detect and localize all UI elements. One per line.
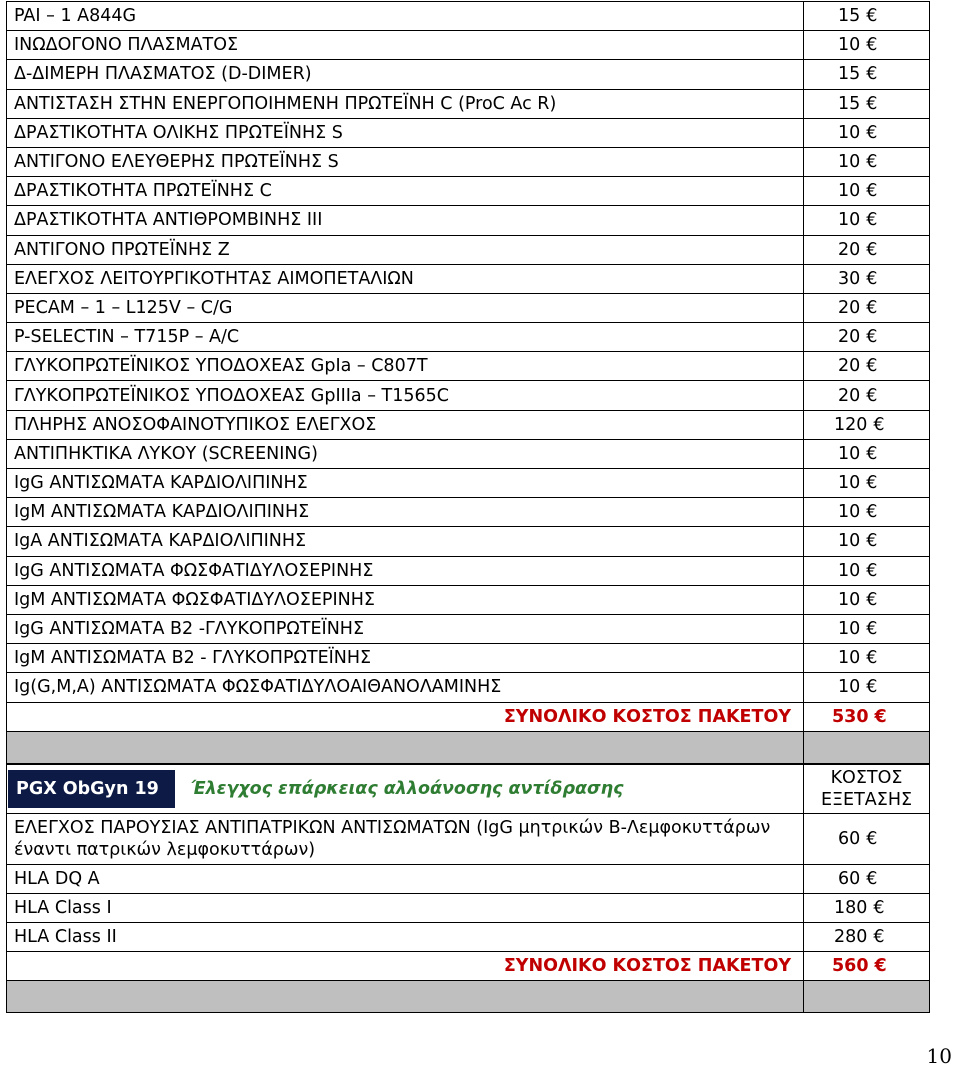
- total-label: ΣΥΝΟΛΙΚΟ ΚΟΣΤΟΣ ΠΑΚΕΤΟΥ: [7, 702, 804, 731]
- test-price: 15: [838, 6, 861, 27]
- test-price: 10: [838, 181, 861, 202]
- price-table-1: [6, 1, 930, 764]
- test-name: HLA DQ A: [7, 864, 804, 893]
- test-name: HLA Class I: [7, 893, 804, 922]
- table-row: [7, 556, 930, 585]
- table-row: [7, 31, 930, 60]
- euro-sign: €: [873, 414, 885, 435]
- test-price-cell: [804, 673, 930, 702]
- table-row: [7, 527, 930, 556]
- separator-cell: [804, 731, 930, 763]
- euro-sign: €: [866, 619, 878, 640]
- separator-cell: [804, 981, 930, 1013]
- table-row: [7, 864, 930, 893]
- test-price-cell: [804, 89, 930, 118]
- test-price-cell: [804, 264, 930, 293]
- test-name: ΙΝΩΔΟΓΟΝΟ ΠΛΑΣΜΑΤΟΣ: [7, 31, 804, 60]
- test-name: ΑΝΤΙΓΟΝΟ ΕΛΕΥΘΕΡΗΣ ΠΡΩΤΕΪΝΗΣ S: [7, 147, 804, 176]
- euro-sign: €: [873, 927, 885, 948]
- table-row: [7, 147, 930, 176]
- price-table-2-footer: [7, 952, 930, 1013]
- test-price: 15: [838, 64, 861, 85]
- test-name: ΓΛΥΚΟΠΡΩΤΕΪΝΙΚΟΣ ΥΠΟΔΟΧΕΑΣ GpIIIa – T1565C: [7, 381, 804, 410]
- test-price: 10: [838, 619, 861, 640]
- test-price: 20: [838, 297, 861, 318]
- test-name: PAI – 1 A844G: [7, 2, 804, 31]
- test-price: 20: [838, 327, 861, 348]
- euro-sign: €: [866, 152, 878, 173]
- test-price: 15: [838, 93, 861, 114]
- test-price-cell: [804, 293, 930, 322]
- test-price-cell: [804, 644, 930, 673]
- test-name: ΓΛΥΚΟΠΡΩΤΕΪΝΙΚΟΣ ΥΠΟΔΟΧΕΑΣ GpIa – C807T: [7, 352, 804, 381]
- euro-sign: €: [866, 210, 878, 231]
- test-price-cell: [804, 206, 930, 235]
- table-row: [7, 410, 930, 439]
- euro-sign: €: [873, 897, 885, 918]
- table-row: [7, 673, 930, 702]
- test-price-cell: [804, 893, 930, 922]
- test-price-cell: [804, 60, 930, 89]
- test-price-cell: [804, 352, 930, 381]
- package-header-cell: [7, 764, 804, 813]
- test-name: HLA Class II: [7, 923, 804, 952]
- test-price: 10: [838, 152, 861, 173]
- test-price-cell: [804, 813, 930, 864]
- price-list-page: [6, 1, 929, 1013]
- package-code: PGX ObGyn 19: [8, 770, 175, 808]
- test-price: 120: [834, 414, 868, 435]
- test-price: 10: [838, 210, 861, 231]
- test-price-cell: [804, 147, 930, 176]
- euro-sign: €: [874, 706, 887, 727]
- total-value-cell: [804, 952, 930, 981]
- table-row: [7, 89, 930, 118]
- test-name: IgG ΑΝΤΙΣΩΜΑΤΑ ΦΩΣΦΑΤΙΔΥΛΟΣΕΡΙΝΗΣ: [7, 556, 804, 585]
- euro-sign: €: [866, 239, 878, 260]
- table-row: [7, 469, 930, 498]
- test-price: 10: [838, 473, 861, 494]
- table-row: [7, 352, 930, 381]
- test-name: ΑΝΤΙΣΤΑΣΗ ΣΤΗΝ ΕΝΕΡΓΟΠΟΙΗΜΕΝΗ ΠΡΩΤΕΪΝΗ C (ProC Ac R): [7, 89, 804, 118]
- total-value: 560: [832, 956, 869, 977]
- table-row: [7, 644, 930, 673]
- euro-sign: €: [866, 181, 878, 202]
- cost-header: [804, 764, 930, 813]
- test-price: 20: [838, 239, 861, 260]
- euro-sign: €: [866, 443, 878, 464]
- table-row: [7, 118, 930, 147]
- test-name: P-SELECTIN – T715P – A/C: [7, 323, 804, 352]
- test-price: 60: [838, 828, 861, 849]
- euro-sign: €: [866, 356, 878, 377]
- price-table-2: [6, 764, 930, 1014]
- test-price: 10: [838, 531, 861, 552]
- euro-sign: €: [866, 589, 878, 610]
- test-price: 10: [838, 35, 861, 56]
- price-table-1-footer: [7, 702, 930, 763]
- test-name: PECAM – 1 – L125V – C/G: [7, 293, 804, 322]
- table-row: [7, 264, 930, 293]
- table-row: [7, 235, 930, 264]
- test-name: ΕΛΕΓΧΟΣ ΛΕΙΤΟΥΡΓΙΚΟΤΗΤΑΣ ΑΙΜΟΠΕΤΑΛΙΩΝ: [7, 264, 804, 293]
- cost-header-line2: ΕΞΕΤΑΣΗΣ: [820, 789, 913, 810]
- test-name: Δ-ΔΙΜΕΡΗ ΠΛΑΣΜΑΤΟΣ (D-DIMER): [7, 60, 804, 89]
- euro-sign: €: [866, 531, 878, 552]
- euro-sign: €: [866, 502, 878, 523]
- euro-sign: €: [866, 93, 878, 114]
- test-price-cell: [804, 177, 930, 206]
- table-row: [7, 923, 930, 952]
- table-row: [7, 439, 930, 468]
- euro-sign: €: [866, 648, 878, 669]
- test-name: ΔΡΑΣΤΙΚΟΤΗΤΑ ΟΛΙΚΗΣ ΠΡΩΤΕΪΝΗΣ S: [7, 118, 804, 147]
- test-price: 20: [838, 356, 861, 377]
- test-price-cell: [804, 31, 930, 60]
- test-price: 60: [838, 868, 861, 889]
- table-row: [7, 893, 930, 922]
- table-row: [7, 2, 930, 31]
- test-price-cell: [804, 235, 930, 264]
- test-name: ΠΛΗΡΗΣ ΑΝΟΣΟΦΑΙΝΟΤΥΠΙΚΟΣ ΕΛΕΓΧΟΣ: [7, 410, 804, 439]
- test-price-cell: [804, 439, 930, 468]
- table-row: [7, 381, 930, 410]
- total-label: ΣΥΝΟΛΙΚΟ ΚΟΣΤΟΣ ΠΑΚΕΤΟΥ: [7, 952, 804, 981]
- euro-sign: €: [866, 297, 878, 318]
- test-price: 10: [838, 443, 861, 464]
- test-price: 10: [838, 648, 861, 669]
- separator-row: [7, 981, 930, 1013]
- test-name: ΔΡΑΣΤΙΚΟΤΗΤΑ ΑΝΤΙΘΡΟΜΒΙΝΗΣ III: [7, 206, 804, 235]
- euro-sign: €: [874, 956, 887, 977]
- total-value-cell: [804, 702, 930, 731]
- test-name: IgG ΑΝΤΙΣΩΜΑΤΑ Β2 -ΓΛΥΚΟΠΡΩΤΕΪΝΗΣ: [7, 614, 804, 643]
- test-price: 280: [834, 927, 868, 948]
- test-name: ΕΛΕΓΧΟΣ ΠΑΡΟΥΣΙΑΣ ΑΝΤΙΠΑΤΡΙΚΩΝ ΑΝΤΙΣΩΜΑΤΩΝ (IgG μητρικών Β-Λεμφοκυττάρων έναντι πατρικών λεμφοκυττάρων): [7, 813, 804, 864]
- euro-sign: €: [866, 560, 878, 581]
- test-price-cell: [804, 323, 930, 352]
- test-name: IgA ΑΝΤΙΣΩΜΑΤΑ ΚΑΡΔΙΟΛΙΠΙΝΗΣ: [7, 527, 804, 556]
- test-price-cell: [804, 556, 930, 585]
- cost-header-line1: ΚΟΣΤΟΣ: [830, 767, 903, 788]
- price-table-2-body: [7, 813, 930, 952]
- test-name: IgM ΑΝΤΙΣΩΜΑΤΑ ΦΩΣΦΑΤΙΔΥΛΟΣΕΡΙΝΗΣ: [7, 585, 804, 614]
- euro-sign: €: [866, 473, 878, 494]
- test-price-cell: [804, 469, 930, 498]
- table-row: [7, 585, 930, 614]
- euro-sign: €: [866, 268, 878, 289]
- euro-sign: €: [866, 327, 878, 348]
- test-price-cell: [804, 410, 930, 439]
- test-price-cell: [804, 118, 930, 147]
- test-price-cell: [804, 585, 930, 614]
- test-name: ΑΝΤΙΓΟΝΟ ΠΡΩΤΕΪΝΗΣ Z: [7, 235, 804, 264]
- euro-sign: €: [866, 122, 878, 143]
- total-row: [7, 952, 930, 981]
- total-value: 530: [832, 706, 869, 727]
- test-price-cell: [804, 923, 930, 952]
- test-price: 10: [838, 589, 861, 610]
- table-row: [7, 813, 930, 864]
- table-row: [7, 177, 930, 206]
- test-price-cell: [804, 527, 930, 556]
- separator-cell: [7, 731, 804, 763]
- euro-sign: €: [866, 385, 878, 406]
- price-table-1-body: [7, 2, 930, 703]
- test-price: 20: [838, 385, 861, 406]
- test-price: 180: [834, 897, 868, 918]
- euro-sign: €: [866, 35, 878, 56]
- separator-cell: [7, 981, 804, 1013]
- test-price-cell: [804, 498, 930, 527]
- euro-sign: €: [866, 64, 878, 85]
- test-name: ΑΝΤΙΠΗΚΤΙΚΑ ΛΥΚΟΥ (SCREENING): [7, 439, 804, 468]
- price-table-2-header: [7, 764, 930, 813]
- test-price: 10: [838, 677, 861, 698]
- table-row: [7, 293, 930, 322]
- test-price-cell: [804, 614, 930, 643]
- test-name: IgM ΑΝΤΙΣΩΜΑΤΑ ΚΑΡΔΙΟΛΙΠΙΝΗΣ: [7, 498, 804, 527]
- separator-row: [7, 731, 930, 763]
- package-header-row: [7, 764, 930, 813]
- table-row: [7, 323, 930, 352]
- test-price: 10: [838, 560, 861, 581]
- euro-sign: €: [866, 6, 878, 27]
- package-title: Έλεγχος επάρκειας αλλοάνοσης αντίδρασης: [190, 778, 624, 799]
- euro-sign: €: [866, 828, 878, 849]
- table-row: [7, 614, 930, 643]
- table-row: [7, 206, 930, 235]
- test-price: 10: [838, 502, 861, 523]
- table-row: [7, 60, 930, 89]
- total-row: [7, 702, 930, 731]
- test-price: 30: [838, 268, 861, 289]
- test-name: ΔΡΑΣΤΙΚΟΤΗΤΑ ΠΡΩΤΕΪΝΗΣ C: [7, 177, 804, 206]
- test-name: Ig(G,M,A) ΑΝΤΙΣΩΜΑΤΑ ΦΩΣΦΑΤΙΔΥΛΟΑΙΘΑΝΟΛΑΜΙΝΗΣ: [7, 673, 804, 702]
- test-price-cell: [804, 2, 930, 31]
- page-number: 10: [926, 1044, 952, 1068]
- euro-sign: €: [866, 677, 878, 698]
- table-row: [7, 498, 930, 527]
- test-name: IgM ΑΝΤΙΣΩΜΑΤΑ Β2 - ΓΛΥΚΟΠΡΩΤΕΪΝΗΣ: [7, 644, 804, 673]
- test-name: IgG ΑΝΤΙΣΩΜΑΤΑ ΚΑΡΔΙΟΛΙΠΙΝΗΣ: [7, 469, 804, 498]
- euro-sign: €: [866, 868, 878, 889]
- test-price: 10: [838, 122, 861, 143]
- test-price-cell: [804, 381, 930, 410]
- test-price-cell: [804, 864, 930, 893]
